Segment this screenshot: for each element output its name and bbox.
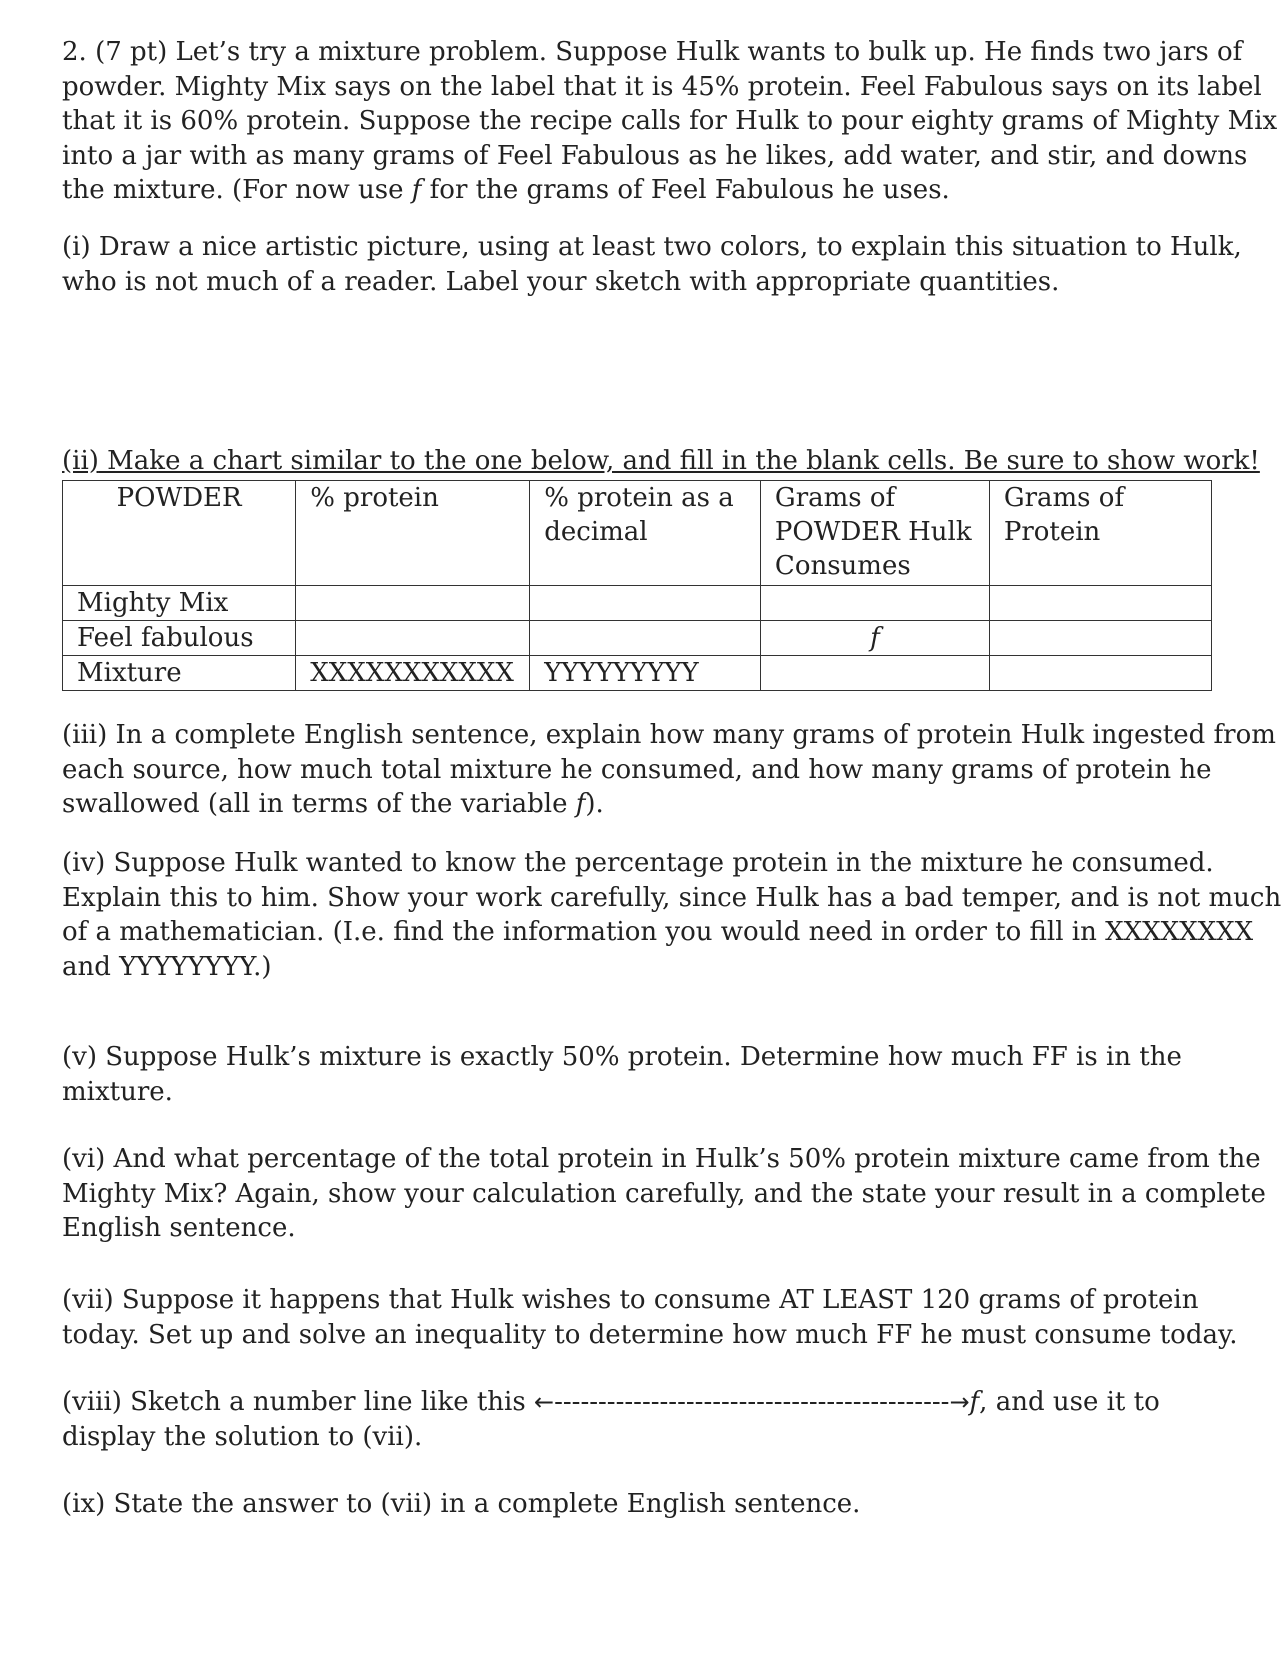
part-viii: (viii) Sketch a number line like this ←---------------------------------------------→f, and use it to display the solution to (vii). [62,1387,1160,1452]
part-ix: (ix) State the answer to (vii) in a complete English sentence. [62,1489,861,1519]
table-cell [760,656,989,691]
table-cell [989,586,1211,621]
table-row [63,586,1212,621]
mixture-chart [62,480,1212,691]
problem-line: into a jar with as many grams of Feel Fabulous as he likes, add water, and stir, and downs [62,140,1248,171]
problem-line: 2. (7 pt) Let’s try a mixture problem. Suppose Hulk wants to bulk up. He finds two jars of [62,37,1243,67]
right-arrow-icon: → [949,1388,970,1416]
row-label: Mixture [63,656,296,691]
table-cell [296,621,530,656]
chart-header-row [63,481,1212,586]
header-percent-decimal: % protein as a decimal [530,481,761,586]
part-vii: (vii) Suppose it happens that Hulk wishes to consume AT LEAST 120 grams of protein today. Set up and solve an inequality to determine how much FF he must consume today. [62,1285,1238,1350]
part-vi: (vi) And what percentage of the total protein in Hulk’s 50% protein mixture came from the Mighty Mix? Again, show your calculation carefully, and the state your result in a complete English sentence. [62,1144,1266,1243]
problem-line: the mixture. (For now use f for the grams of Feel Fabulous he uses. [62,175,950,205]
table-cell [989,621,1211,656]
part-iv: (iv) Suppose Hulk wanted to know the percentage protein in the mixture he consumed. Explain this to him. Show your work carefully, since Hulk has a bad temper, and is not much of a mathematician. (I.e. find the information you would need in order to fill in XXXXXXXX and YYYYYYYY.) [62,848,1282,982]
part-iii: (iii) In a complete English sentence, explain how many grams of protein Hulk ingested from each source, how much total mixture he consumed, and how many grams of protein he swallowed (all in terms of the variable f). [62,720,1276,819]
part-v: (v) Suppose Hulk’s mixture is exactly 50% protein. Determine how much FF is in the mixture. [62,1042,1182,1107]
table-cell [760,586,989,621]
number-line-dashes: --------------------------------------------- [554,1387,950,1417]
table-cell [530,621,761,656]
variable-f: f [969,1387,980,1417]
table-cell [296,586,530,621]
table-cell: XXXXXXXXXXX [296,656,530,691]
header-percent-protein: % protein [296,481,530,586]
row-label: Mighty Mix [63,586,296,621]
table-row [63,656,1212,691]
left-arrow-icon: ← [533,1388,555,1416]
problem-line: that it is 60% protein. Suppose the recipe calls for Hulk to pour eighty grams of Mighty Mix [62,106,1278,136]
problem-statement [62,35,1278,208]
table-row [63,621,1212,656]
part-i: (i) Draw a nice artistic picture, using at least two colors, to explain this situation to Hulk, who is not much of a reader. Label your sketch with appropriate quantities. [62,232,1242,297]
header-powder: POWDER [63,481,296,586]
problem-line: powder. Mighty Mix says on the label that it is 45% protein. Feel Fabulous says on its label [62,71,1262,102]
table-cell-f: f [760,621,989,656]
row-label: Feel fabulous [63,621,296,656]
table-cell [530,586,761,621]
variable-f: f [411,175,422,205]
header-grams-powder: Grams of POWDER Hulk Consumes [760,481,989,586]
table-cell: YYYYYYYYY [530,656,761,691]
header-grams-protein: Grams of Protein [989,481,1211,586]
table-cell [989,656,1211,691]
part-ii-caption: (ii) Make a chart similar to the one below, and fill in the blank cells. Be sure to show work! [62,446,1260,476]
variable-f: f [575,789,586,819]
